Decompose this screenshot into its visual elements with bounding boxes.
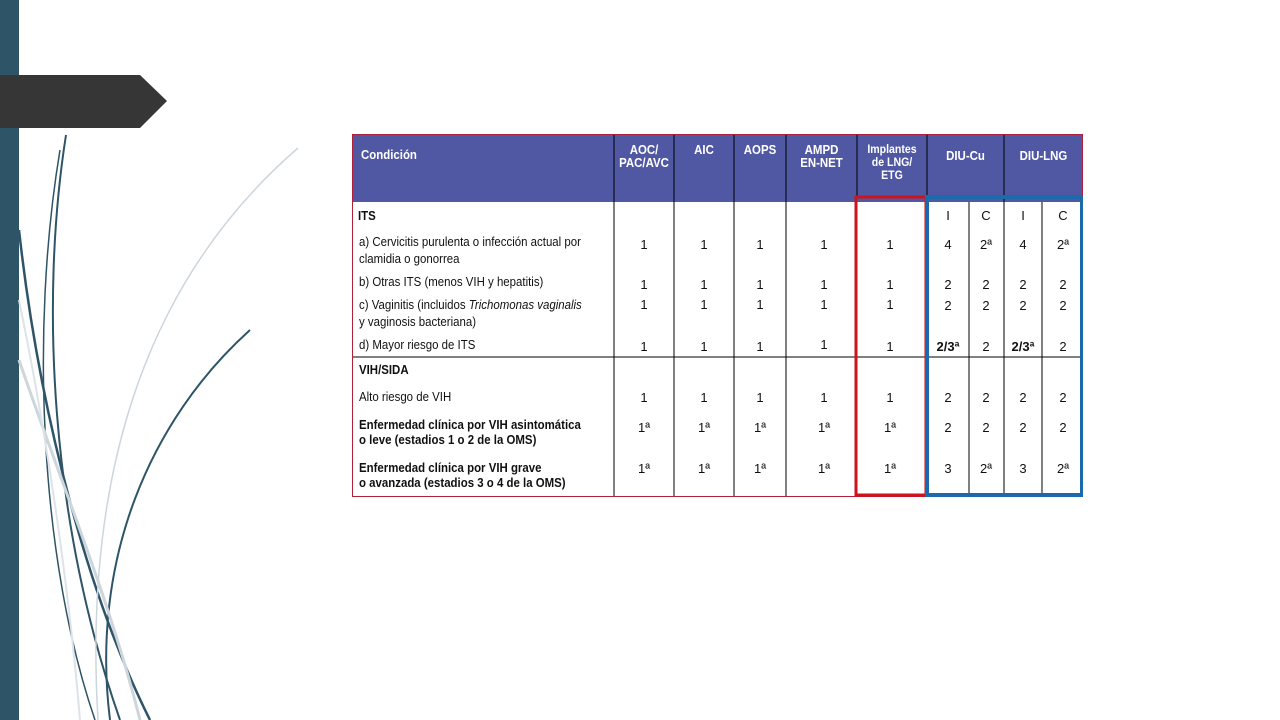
cell: 1 — [700, 339, 708, 354]
cell: 4 — [944, 237, 952, 252]
header-ampd-line2: EN-NET — [800, 155, 843, 170]
cell: 2 — [1059, 420, 1067, 435]
header-implants-line1: Implantes — [867, 142, 917, 156]
row-label: y vaginosis bacteriana) — [359, 314, 477, 329]
cell: 1 — [700, 237, 708, 252]
cell: 1ª — [697, 420, 711, 435]
row-label-start: c) Vaginitis (incluidos — [359, 297, 469, 312]
cell: 1ª — [817, 420, 831, 435]
header-aoc-line2: PAC/AVC — [619, 155, 669, 170]
cell: 2 — [1019, 420, 1027, 435]
cell: 1 — [640, 277, 648, 292]
ic-label: C — [981, 208, 991, 223]
header-ampd-line1: AMPD — [804, 142, 839, 157]
cell: 1 — [820, 337, 828, 352]
header-implants — [861, 143, 923, 182]
cell: 1 — [886, 297, 894, 312]
header-condition: Condición — [361, 147, 417, 162]
cell: 3 — [944, 461, 952, 476]
cell: 4 — [1019, 237, 1027, 252]
section-its-title: ITS — [358, 208, 376, 223]
cell: 1ª — [637, 420, 651, 435]
cell: 1 — [820, 390, 828, 405]
row-label: a) Cervicitis purulenta o infección actual por — [359, 234, 581, 249]
cell: 2 — [1019, 390, 1027, 405]
contraception-criteria-table — [352, 134, 1083, 497]
cell: 1 — [886, 339, 894, 354]
header-aops: AOPS — [743, 142, 777, 157]
cell: 1 — [886, 237, 894, 252]
cell: 1 — [640, 390, 648, 405]
header-ampd — [790, 143, 852, 169]
cell: 2 — [982, 390, 990, 405]
cell: 1 — [886, 390, 894, 405]
header-aic: AIC — [694, 142, 714, 157]
cell: 1 — [756, 277, 764, 292]
cell: 2 — [944, 390, 952, 405]
cell: 2 — [944, 298, 952, 313]
cell: 2 — [1019, 277, 1027, 292]
cell: 2 — [1059, 339, 1067, 354]
header-implants-line2: de LNG/ — [871, 155, 913, 169]
cell: 2 — [1019, 298, 1027, 313]
row-label: Enfermedad clínica por VIH asintomática — [359, 417, 581, 432]
cell: 2 — [1059, 277, 1067, 292]
ic-label: C — [1058, 208, 1068, 223]
cell: 2 — [944, 420, 952, 435]
dark-arrow-tab — [0, 75, 167, 128]
cell: 2ª — [979, 461, 993, 476]
section-vih-title: VIH/SIDA — [359, 362, 409, 377]
cell: 1 — [700, 277, 708, 292]
cell: 1 — [756, 339, 764, 354]
cell: 2/3ª — [936, 339, 960, 354]
header-aoc — [618, 143, 671, 169]
cell: 1ª — [817, 461, 831, 476]
cell: 1ª — [883, 420, 897, 435]
cell: 1ª — [883, 461, 897, 476]
ic-label: I — [1021, 208, 1025, 223]
cell: 1ª — [753, 420, 767, 435]
cell: 2 — [1059, 298, 1067, 313]
cell: 1ª — [637, 461, 651, 476]
cell: 2/3ª — [1011, 339, 1035, 354]
cell: 1 — [640, 237, 648, 252]
cell: 1 — [640, 297, 648, 312]
cell: 2 — [1059, 390, 1067, 405]
cell: 1 — [700, 390, 708, 405]
cell: 2ª — [1056, 237, 1070, 252]
row-label: clamidia o gonorrea — [359, 251, 460, 266]
cell: 1 — [820, 277, 828, 292]
ic-label: I — [946, 208, 950, 223]
cell: 2 — [982, 339, 990, 354]
cell: 1 — [756, 297, 764, 312]
cell: 1ª — [697, 461, 711, 476]
row-label: Enfermedad clínica por VIH grave — [359, 460, 542, 475]
row-label: b) Otras ITS (menos VIH y hepatitis) — [359, 274, 544, 289]
row-label-italic: Trichomonas vaginalis — [468, 297, 582, 312]
cell: 1 — [756, 237, 764, 252]
row-label: o avanzada (estadios 3 o 4 de la OMS) — [359, 475, 566, 490]
cell: 2ª — [979, 237, 993, 252]
cell: 1 — [700, 297, 708, 312]
header-diu-cu: DIU-Cu — [946, 148, 985, 163]
cell: 2 — [944, 277, 952, 292]
row-label: d) Mayor riesgo de ITS — [359, 337, 476, 352]
cell: 3 — [1019, 461, 1027, 476]
cell: 2ª — [1056, 461, 1070, 476]
cell: 1 — [820, 237, 828, 252]
cell: 2 — [982, 420, 990, 435]
cell: 2 — [982, 277, 990, 292]
cell: 1 — [820, 297, 828, 312]
row-label: Alto riesgo de VIH — [359, 389, 452, 404]
cell: 1 — [756, 390, 764, 405]
cell: 1 — [640, 339, 648, 354]
cell: 2 — [982, 298, 990, 313]
cell: 1 — [886, 277, 894, 292]
header-implants-line3: ETG — [881, 168, 903, 182]
header-diu-lng: DIU-LNG — [1019, 148, 1068, 163]
row-label — [359, 297, 582, 313]
cell: 1ª — [753, 461, 767, 476]
header-aoc-line1: AOC/ — [629, 142, 659, 157]
row-label: o leve (estadios 1 o 2 de la OMS) — [359, 432, 537, 447]
